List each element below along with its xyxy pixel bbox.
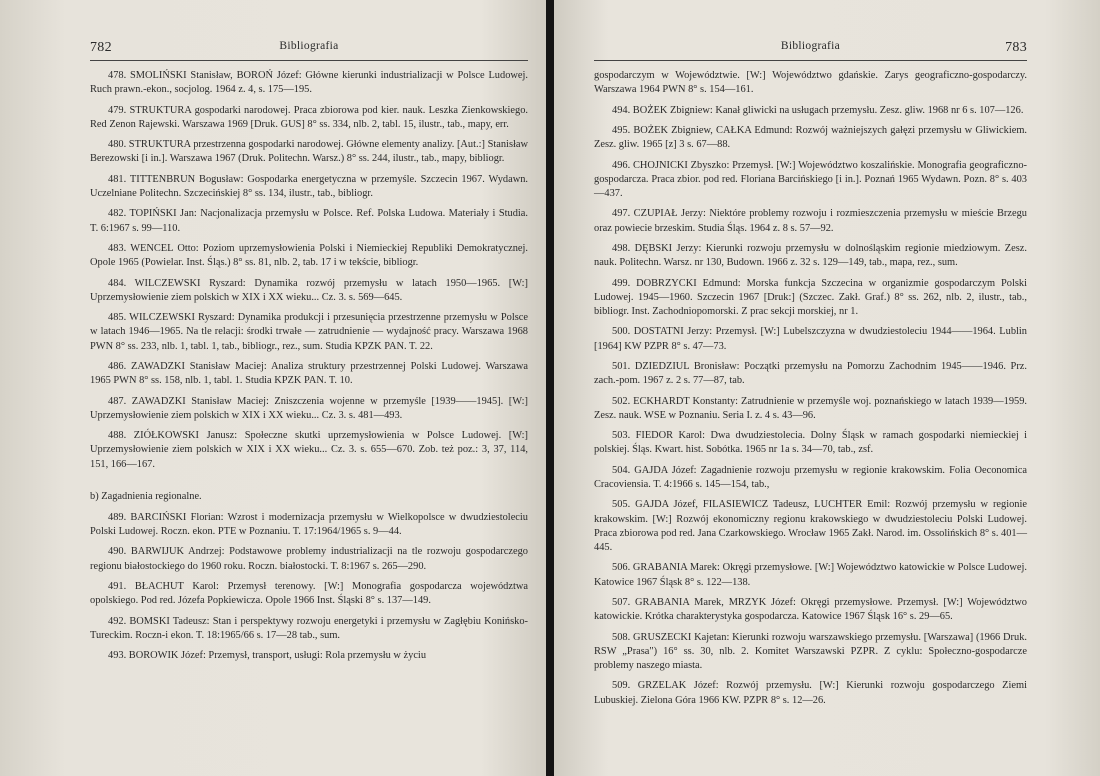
left-page-header [90,40,528,58]
bibliography-entry: 499. DOBRZYCKI Edmund: Morska funkcja Szczecina w organizmie gospodarczym Polski Ludowej. 1945—1960. Szczecin 1967 [Druk:] (Szczec. Zakł. Graf.) 8° ss. 262, nlb. 2, ilustr., tab., bibliogr. Inst. Zachodniopomorski. Z prac sekcji morskiej, nr 1. [594,277,1027,317]
bibliography-entry: 487. ZAWADZKI Stanisław Maciej: Zniszczenia wojenne w przemyśle [1939——1945]. [W:] Uprzemysłowienie ziem polskich w XIX i XX wieku... Cz. 3. s. 481—493. [90,395,528,421]
bibliography-entry: 495. BOŻEK Zbigniew, CAŁKA Edmund: Rozwój ważniejszych gałęzi przemysłu w Gliwickiem. Zesz. gliw. 1965 [z] 3 s. 67—88. [594,124,1027,151]
header-rule [90,60,528,61]
bibliography-entry: 488. ZIÓŁKOWSKI Janusz: Społeczne skutki uprzemysłowienia w Polsce Ludowej. [W:] Uprzemysłowienie ziem polskich w XIX i XX wieku... Cz. 3. s. 655—670. Zob. też poz.: 3, 37, 114, 151, 166—167. [90,430,528,470]
bibliography-entry: 502. ECKHARDT Konstanty: Zatrudnienie w przemyśle woj. poznańskiego w latach 1939—1959. Zesz. nauk. WSE w Poznaniu. Seria I. z. 4 s. 43—96. [594,395,1027,421]
bibliography-entry: 484. WILCZEWSKI Ryszard: Dynamika rozwój przemysłu w latach 1950—1965. [W:] Uprzemysłowienie ziem polskich w XIX i XX wieku... Cz. 3. s. 569—645. [90,277,528,303]
book-gutter [546,0,554,776]
page-number: 783 [1005,40,1027,55]
bibliography-entry: 494. BOŻEK Zbigniew: Kanał gliwicki na usługach przemysłu. Zesz. gliw. 1968 nr 6 s. 107—126. [612,104,1024,116]
left-page [0,0,546,776]
bibliography-entry: 498. DĘBSKI Jerzy: Kierunki rozwoju przemysłu w dolnośląskim regionie miedziowym. Zesz. nauk. Politechn. Warsz. nr 130, Budown. 1966 z. 32 s. 129—149, tab., mapa, rez., sum. [594,242,1027,269]
bibliography-entry: 492. BOMSKI Tadeusz: Stan i perspektywy rozwoju energetyki i przemysłu w Zagłębiu Konińsko-Tureckim. Roczn-i ekon. T. 18:1965/66 s. 17—28 tab., sum. [90,615,528,641]
bibliography-entry: 479. STRUKTURA gospodarki narodowej. Praca zbiorowa pod kier. nauk. Leszka Zienkowskiego. Red Zenon Rajewski. Warszawa 1969 [Druk. GUS] 8° ss. 334, nlb. 2, tabl. 15, ilustr., tab., mapy, err. [90,104,528,130]
bibliography-entry: 482. TOPIŃSKI Jan: Nacjonalizacja przemysłu w Polsce. Ref. Polska Ludowa. Materiały i Studia. T. 6:1967 s. 99—110. [90,208,528,234]
section-heading: b) Zagadnienia regionalne. [90,490,202,502]
right-page-header [594,40,1027,58]
bibliography-entry: 509. GRZELAK Józef: Rozwój przemysłu. [W:] Kierunki rozwoju gospodarczego Ziemi Lubuskiej. Zielona Góra 1966 KW. PZPR 8° s. 12—26. [594,680,1027,706]
bibliography-entry: 497. CZUPIAŁ Jerzy: Niektóre problemy rozwoju i rozmieszczenia przemysłu w mieście Brzegu oraz powiecie brzeskim. Studia Śląs. 1964 z. 8 s. 57—92. [594,208,1027,234]
running-title: Bibliografia [279,40,339,52]
bibliography-entry: 505. GAJDA Józef, FILASIEWICZ Tadeusz, LUCHTER Emil: Rozwój przemysłu w regionie krakowskim. [W:] Rozwój ekonomiczny regionu krakowskiego w dwudziestoleciu Polski Ludowej. Praca zbiorowa pod red. Jana Czarkowskiego. Wrocław 1965 Zakł. Narod. im. Ossolińskich 8° s. 401—445. [594,499,1027,553]
bibliography-entry: 508. GRUSZECKI Kajetan: Kierunki rozwoju warszawskiego przemysłu. [Warszawa] (1966 Druk. RSW „Prasa") 16° ss. 30, nlb. 2. Komitet Warszawski PZPR. Z cyklu: Społeczno-gospodarcze problemy naszego miasta. [594,631,1027,671]
bibliography-entry: 501. DZIEDZIUL Bronisław: Początki przemysłu na Pomorzu Zachodnim 1945——1946. Prz. zach.-pom. 1967 z. 2 s. 77—87, tab. [594,360,1027,387]
running-title: Bibliografia [780,40,841,52]
bibliography-entry: 480. STRUKTURA przestrzenna gospodarki narodowej. Główne elementy analizy. [Aut.:] Stanisław Berezowski [i in.]. Warszawa 1967 (Druk. Politechn. Warsz.) 8° ss. 244, ilustr., tab., mapy, bibliogr. [90,139,528,165]
bibliography-entry: 485. WILCZEWSKI Ryszard: Dynamika produkcji i przesunięcia przestrzenne przemysłu w Polsce w latach 1946—1965. Na tle relacji: środki trwałe — zatrudnienie — wydajność pracy. Warszawa 1968 PWN 8° ss. 233, nlb. 1, tabl. 1, tab., bibliogr., rez., sum. Studia KPZK PAN. T. 22. [90,312,528,352]
bibliography-entry: 478. SMOLIŃSKI Stanisław, BOROŃ Józef: Główne kierunki industrializacji w Polsce Ludowej. Ruch prawn.-ekon., socjolog. 1964 z. 4, s. 175—195. [90,70,528,96]
bibliography-entry: 506. GRABANIA Marek: Okręgi przemysłowe. [W:] Województwo katowickie w Polsce Ludowej. Katowice 1967 Śląsk 8° s. 122—138. [594,562,1027,588]
bibliography-entry: 483. WENCEL Otto: Poziom uprzemysłowienia Polski i Niemieckiej Republiki Demokratycznej. Opole 1965 (Powielar. Inst. Śląs.) 8° ss. 81, nlb. 2, tab. 17 i w tekście, bibliogr. [90,242,528,269]
bibliography-entry: 491. BŁACHUT Karol: Przemysł terenowy. [W:] Monografia gospodarcza województwa opolskiego. Pod red. Józefa Popkiewicza. Opole 1966 Inst. Śląski 8° s. 137—149. [90,580,528,607]
entry-continuation: gospodarczym w Województwie. [W:] Województwo gdańskie. Zarys geograficzno-gospodarczy. Warszawa 1964 PWN 8° s. 154—161. [594,70,1027,96]
bibliography-entry: 481. TITTENBRUN Bogusław: Gospodarka energetyczna w przemyśle. Szczecin 1967. Wydawn. Uczelniane Politechn. Szczecińskiej 8° ss. 134, ilustr., tab., bibliogr. [90,173,528,199]
bibliography-entry: 486. ZAWADZKI Stanisław Maciej: Analiza struktury przestrzennej Polski Ludowej. Warszawa 1965 PWN 8° ss. 158, nlb. 1, tabl. 1. Studia KPZK PAN. T. 10. [90,360,528,387]
page-number: 782 [90,40,112,55]
bibliography-entry: 490. BARWIJUK Andrzej: Podstawowe problemy industrializacji na tle rozwoju gospodarczego regionu białostockiego do 1960 roku. Roczn. białostocki. T. 8:1967 s. 265—290. [90,546,528,572]
bibliography-entry: 504. GAJDA Józef: Zagadnienie rozwoju przemysłu w regionie krakowskim. Folia Oeconomica Cracoviensia. T. 4:1966 s. 145—154, tab., [594,464,1027,490]
bibliography-entry: 500. DOSTATNI Jerzy: Przemysł. [W:] Lubelszczyzna w dwudziestoleciu 1944——1964. Lublin [1964] KW PZPR 8° s. 47—73. [594,326,1027,352]
bibliography-entry: 507. GRABANIA Marek, MRZYK Józef: Okręgi przemysłowe. Przemysł. [W:] Województwo katowickie. Krótka charakterystyka gospodarcza. Katowice 1967 Śląsk 16° s. 29—65. [594,596,1027,623]
bibliography-entry: 503. FIEDOR Karol: Dwa dwudziestolecia. Dolny Śląsk w ramach gospodarki niemieckiej i polskiej. Śląs. Kwart. hist. Sobótka. 1965 nr 1a s. 34—70, tab., zsf. [594,430,1027,456]
bibliography-entry: 493. BOROWIK Józef: Przemysł, transport, usługi: Rola przemysłu w życiu [108,650,427,662]
header-rule [594,60,1027,61]
bibliography-entry: 489. BARCIŃSKI Florian: Wzrost i modernizacja przemysłu w Wielkopolsce w dwudziestoleciu Polski Ludowej. Roczn. ekon. PTE w Poznaniu. T. 17:1964/1965 s. 9—44. [90,511,528,537]
bibliography-entry: 496. CHOJNICKI Zbyszko: Przemysł. [W:] Województwo koszalińskie. Monografia geograficzno-gospodarcza. Praca zbior. pod red. Floriana Barcińskiego [i in.]. Poznań 1965 Wydawn. Pozn. 8° s. 403—437. [594,159,1027,199]
right-page [554,0,1100,776]
